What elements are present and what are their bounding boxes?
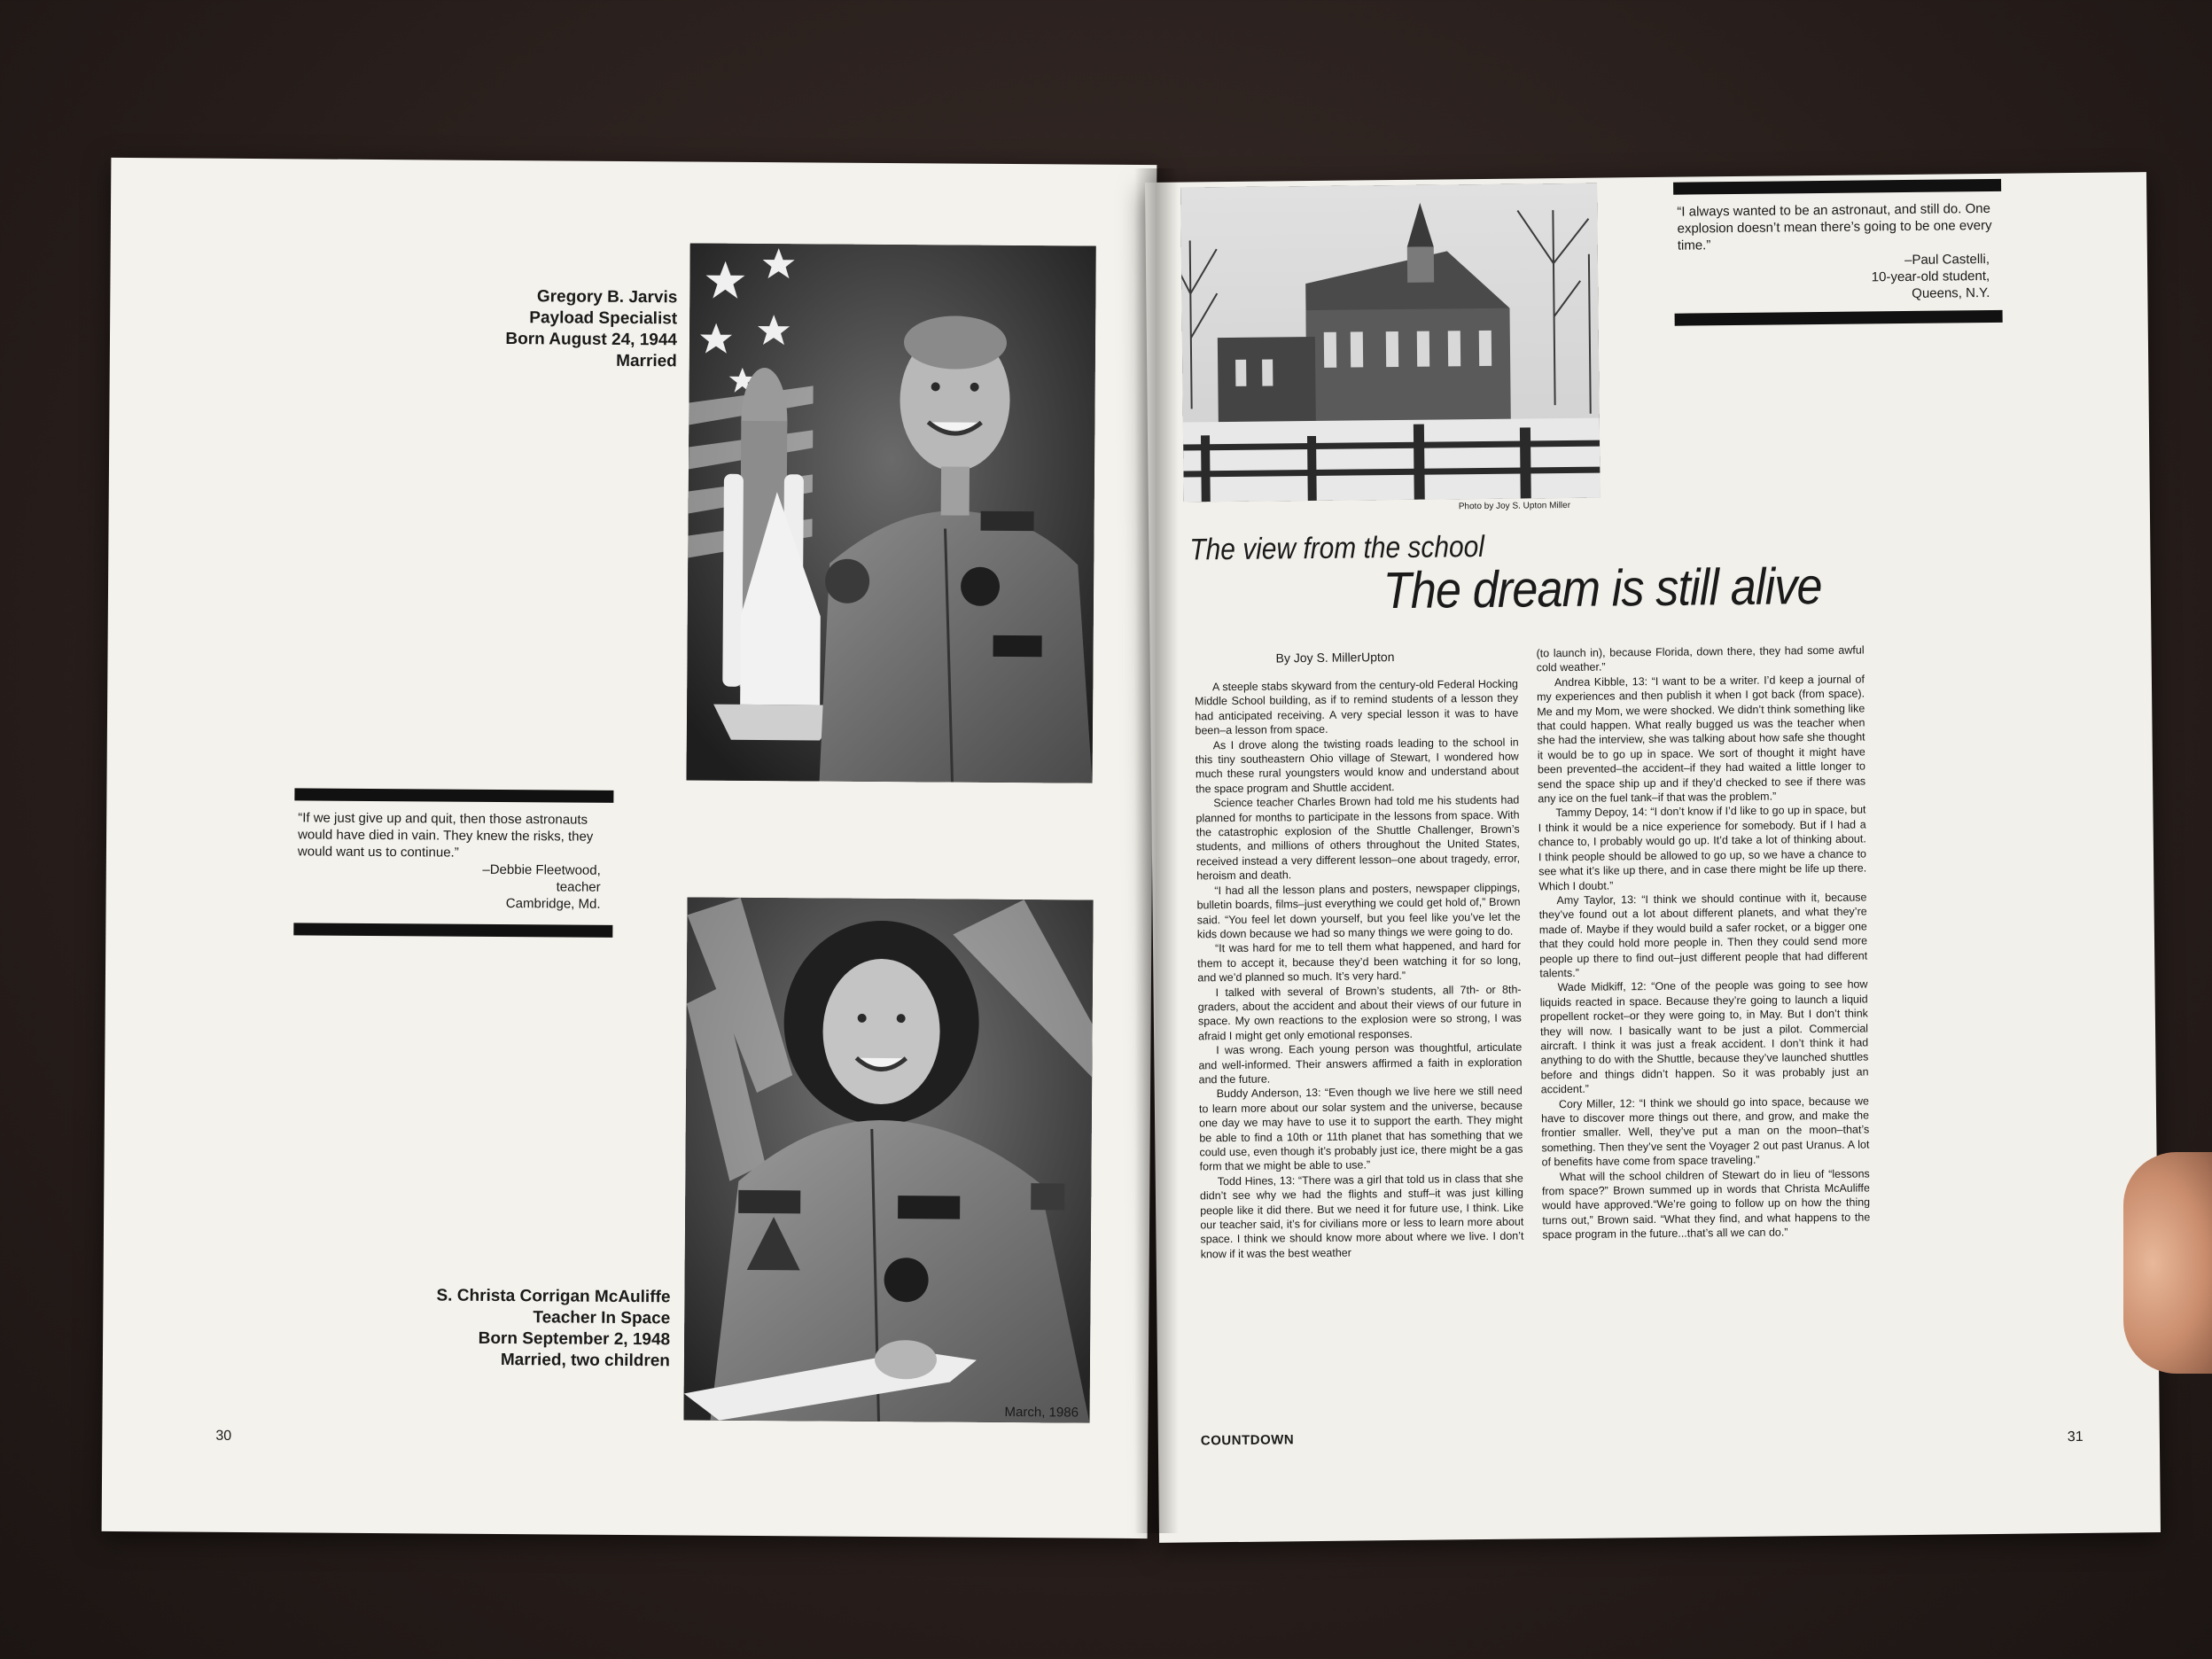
paragraph: As I drove along the twisting roads leading to the school in this tiny southeastern Ohio village of Stewart, I wondered how much these rural youngsters would know and understand about the space program and Shuttle accident. bbox=[1195, 736, 1520, 796]
caption-line: Married bbox=[616, 351, 677, 371]
quote-rule-bottom bbox=[293, 923, 612, 938]
photo-christa-mcauliffe bbox=[683, 897, 1093, 1422]
paragraph: I was wrong. Each young person was thoughtful, articulate and well-informed. Their answers affirmed a faith in exploration and the future. bbox=[1198, 1040, 1523, 1087]
article-kicker: The view from the school bbox=[1189, 529, 1485, 567]
pull-quote-fleetwood bbox=[293, 788, 613, 938]
caption-line: S. Christa Corrigan McAuliffe bbox=[436, 1286, 671, 1307]
photo-school-building bbox=[1180, 183, 1601, 502]
paragraph: “It was hard for me to tell them what happened, and hard for them to accept it, because they’d been watching it for so long, and we’d planned so much. It’s very hard.” bbox=[1197, 939, 1522, 985]
photo-credit: Photo by Joy S. Upton Miller bbox=[1458, 500, 1571, 512]
attr-line: Queens, N.Y. bbox=[1912, 284, 1990, 301]
pull-quote-castelli bbox=[1673, 179, 2003, 326]
paragraph: Tammy Depoy, 14: “I don’t know if I’d like to go up in space, but I think it would be a nice experience for somebody. But if I had a chance to, I probably would go up. It’d take a lot of thinking about. I think people should be allowed to go up, so we have a chance to see what it’s like up there, and in case there might be life up there. Which I doubt.” bbox=[1538, 803, 1867, 892]
mcauliffe-portrait-illustration bbox=[683, 897, 1093, 1422]
paragraph: (to launch in), because Florida, down there, they had some awful cold weather.” bbox=[1536, 643, 1865, 674]
caption-mcauliffe bbox=[253, 1284, 671, 1372]
paragraph: A steeple stabs skyward from the century-old Federal Hocking Middle School building, as if to remind students of a lesson they had anticipated receiving. A very special lesson it was to have been–a lesson from space. bbox=[1195, 677, 1519, 737]
quote-attribution bbox=[1674, 251, 2003, 305]
quote-rule-bottom bbox=[1675, 310, 2003, 326]
quote-text: “If we just give up and quit, then those astronauts would have died in vain. They knew the risks, they would want us to continue.” bbox=[297, 810, 594, 861]
article-byline: By Joy S. MillerUpton bbox=[1275, 650, 1395, 666]
magazine-brand: COUNTDOWN bbox=[1200, 1432, 1295, 1449]
attr-line: 10-year-old student, bbox=[1871, 268, 1990, 285]
paragraph: Amy Taylor, 13: “I think we should continue with it, because they’ve found out a lot about different planets, and what they’re made of. Maybe if they would build a safer rocket, or a bigger one that they could hold more people in. Then they could send more people up there to find out–just different people that had different talents.” bbox=[1538, 891, 1868, 980]
right-page bbox=[1145, 172, 2161, 1543]
article-headline: The dream is still alive bbox=[1382, 557, 1822, 620]
caption-line: Married, two children bbox=[500, 1351, 671, 1371]
page-number-right: 31 bbox=[2067, 1429, 2083, 1445]
quote-attribution bbox=[293, 860, 612, 913]
caption-line: Born September 2, 1948 bbox=[478, 1328, 671, 1350]
caption-line: Payload Specialist bbox=[529, 308, 678, 329]
caption-line: Teacher In Space bbox=[533, 1308, 671, 1328]
caption-jarvis bbox=[376, 285, 678, 372]
paragraph: What will the school children of Stewart do in lieu of “lessons from space?” Brown summed up in words that Christa McAuliffe would have approved.“We’re going to follow up on how the thing turns out,” Brown said. “What they find, and what happens to the space program in the future...that’s all we can do.” bbox=[1541, 1167, 1871, 1242]
caption-line: Born August 24, 1944 bbox=[505, 330, 678, 350]
photo-gregory-jarvis bbox=[687, 243, 1096, 783]
paragraph: Buddy Anderson, 13: “Even though we live here we still need to learn more about our solar system and the universe, because one day we may have to use it to support the earth. They might be able to find a 10th or 11th planet that has something that we could use, even though it’s probably just ice, there might be a gas form that we might be able to use.” bbox=[1198, 1084, 1523, 1173]
quote-text: “I always wanted to be an astronaut, and still do. One explosion doesn’t mean there’s going to be one every time.” bbox=[1677, 200, 1992, 253]
paragraph: Andrea Kibble, 13: “I want to be a writer. I’d keep a journal of my experiences and then publish it when I got back (from space). Me and my Mom, we were shocked. We didn’t think something like that could happen. What really bugged us was the teacher when she had the interview, she was talking about how safe she thought it would be to go up in space. We sort of thought it might have been prevented–the accident–if they had waited a little longer to send the space ship up and if they’d checked to see if there was any ice on the fuel tank–if that was the problem.” bbox=[1537, 673, 1866, 806]
issue-date: March, 1986 bbox=[1004, 1404, 1079, 1421]
paragraph: “I had all the lesson plans and posters, newspaper clippings, bulletin boards, films–just everything we could get hold of,” Brown said. “You feel let down yourself, but you feel like you’ve let the kids down because we had so many things we were going to do. bbox=[1196, 881, 1521, 941]
jarvis-portrait-illustration bbox=[687, 243, 1096, 783]
article-column-2 bbox=[1536, 643, 1870, 1242]
attr-line: Cambridge, Md. bbox=[505, 896, 601, 912]
school-building-illustration bbox=[1180, 183, 1601, 502]
article-column-1 bbox=[1195, 677, 1524, 1262]
paragraph: Science teacher Charles Brown had told me his students had planned for months to participate in the lessons from space. With the catastrophic explosion of the Shuttle Challenger, Brown’s students, and millions of others throughout the United States, received instead a very different lesson–one about tragedy, error, heroism and death. bbox=[1196, 793, 1521, 883]
paragraph: Cory Miller, 12: “I think we should go into space, because we have to discover more things out there, and grow, and make the frontier smaller. Well, they’ve put a man on the moon–that’s something. Then they’ve sent the Voyager 2 out past Uranus. A lot of benefits have come from space traveling.” bbox=[1541, 1094, 1870, 1169]
caption-line: Gregory B. Jarvis bbox=[536, 287, 678, 308]
paragraph: Wade Midkiff, 12: “One of the people was going to see how liquids reacted in space. Because they’re going to launch a liquid propellent rocket–or they were going to, in May. But I don’t think they will now. I basically want to be just a pilot. Commercial aircraft. I think it was just a freak accident. I don’t think it had anything to do with the Shuttle, because they’ve launched shuttles before and things didn’t happen. So it was probably just an accident.” bbox=[1539, 977, 1869, 1096]
attr-line: teacher bbox=[556, 879, 601, 895]
left-page bbox=[102, 158, 1157, 1538]
paragraph: I talked with several of Brown’s students, all 7th- or 8th-graders, about the accident and about their views of our future in space. My own reactions to the explosion were so strong, I was afraid I might get only emotional responses. bbox=[1197, 983, 1522, 1043]
attr-line: –Paul Castelli, bbox=[1904, 251, 1990, 268]
attr-line: –Debbie Fleetwood, bbox=[482, 861, 601, 878]
binding-gutter bbox=[1134, 168, 1179, 1533]
holding-thumb bbox=[2123, 1152, 2212, 1374]
paragraph: Todd Hines, 13: “There was a girl that told us in class that she didn’t see why we had the flights and stuff–it was just killing people like it did there. But we need it for future use, I think. Like our teacher said, it’s for civilians more or less to learn more about space. I think we should know more about where we live. I don’t know if it was the best weather bbox=[1199, 1172, 1524, 1261]
page-number-left: 30 bbox=[215, 1428, 232, 1444]
